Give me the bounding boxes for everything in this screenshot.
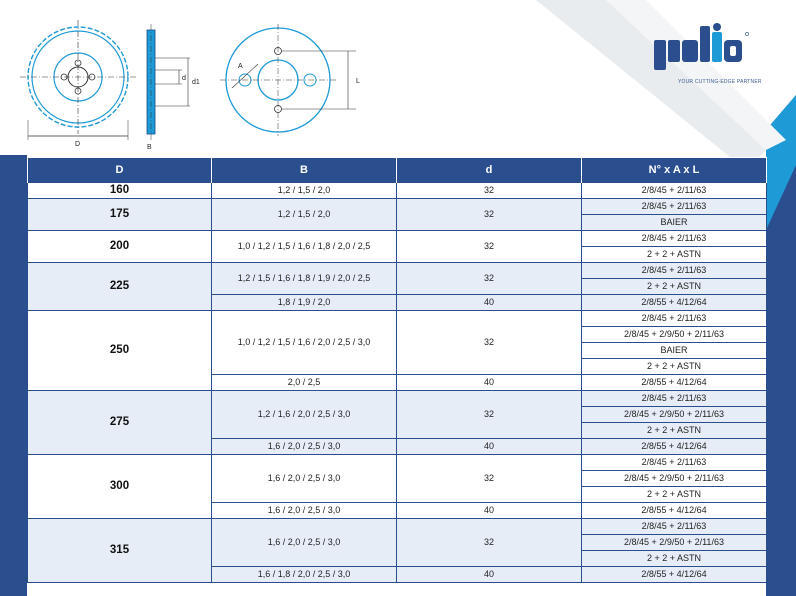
cell-B: 1,0 / 1,2 / 1,5 / 1,6 / 1,8 / 2,0 / 2,5: [212, 231, 397, 263]
dim-D-label: D: [75, 141, 81, 148]
table-row: [28, 231, 767, 247]
cell-B: 1,6 / 2,0 / 2,5 / 3,0: [212, 439, 397, 455]
table-row: [28, 263, 767, 279]
cell-B: 1,2 / 1,5 / 1,6 / 1,8 / 1,9 / 2,0 / 2,5: [212, 263, 397, 295]
cell-d: 32: [397, 519, 582, 567]
cell-holes: 2/8/45 + 2/11/63: [582, 231, 767, 247]
cell-holes: 2 + 2 + ASTN: [582, 487, 767, 503]
cell-holes: 2/8/45 + 2/11/63: [582, 263, 767, 279]
table-row: [28, 391, 767, 407]
dim-A-label: A: [238, 63, 243, 70]
cell-D: 160: [28, 183, 212, 199]
header-B: B: [212, 158, 397, 183]
cell-holes: 2 + 2 + ASTN: [582, 247, 767, 263]
cell-holes: 2/8/45 + 2/9/50 + 2/11/63: [582, 471, 767, 487]
cell-holes: 2 + 2 + ASTN: [582, 279, 767, 295]
cell-d: 40: [397, 439, 582, 455]
cell-d: 32: [397, 183, 582, 199]
cell-B: 1,6 / 2,0 / 2,5 / 3,0: [212, 503, 397, 519]
cell-d: 40: [397, 295, 582, 311]
cell-holes: 2/8/55 + 4/12/64: [582, 375, 767, 391]
cell-D: 300: [28, 455, 212, 519]
cell-D: 225: [28, 263, 212, 311]
cell-holes: 2/8/45 + 2/11/63: [582, 199, 767, 215]
cell-B: 1,2 / 1,5 / 2,0: [212, 183, 397, 199]
julia-logo-mark: [648, 22, 776, 78]
dim-L-label: L: [356, 78, 360, 85]
cell-B: 2,0 / 2,5: [212, 375, 397, 391]
cell-d: 32: [397, 391, 582, 439]
brand-logo: [648, 22, 776, 92]
cell-D: 200: [28, 231, 212, 263]
cell-B: 1,8 / 1,9 / 2,0: [212, 295, 397, 311]
cell-D: 250: [28, 311, 212, 391]
header-D: D: [28, 158, 212, 183]
cell-D: 315: [28, 519, 212, 583]
cell-holes: 2 + 2 + ASTN: [582, 423, 767, 439]
cell-holes: 2/8/45 + 2/11/63: [582, 455, 767, 471]
cell-holes: 2/8/45 + 2/9/50 + 2/11/63: [582, 535, 767, 551]
cell-holes: 2/8/45 + 2/11/63: [582, 183, 767, 199]
table-row: [28, 519, 767, 535]
cell-B: 1,0 / 1,2 / 1,5 / 1,6 / 2,0 / 2,5 / 3,0: [212, 311, 397, 375]
cell-holes: BAIER: [582, 215, 767, 231]
cell-holes: 2/8/55 + 4/12/64: [582, 295, 767, 311]
blade-drawings: [20, 20, 380, 155]
cell-holes: 2/8/45 + 2/11/63: [582, 519, 767, 535]
cell-d: 32: [397, 231, 582, 263]
cell-B: 1,6 / 1,8 / 2,0 / 2,5 / 3,0: [212, 567, 397, 583]
cell-holes: 2/8/55 + 4/12/64: [582, 439, 767, 455]
cell-holes: 2/8/45 + 2/9/50 + 2/11/63: [582, 407, 767, 423]
saw-blade-side-view: [147, 24, 200, 151]
dim-d1-label: d1: [192, 79, 200, 86]
dim-d-label: d: [182, 75, 186, 82]
table-row: [28, 455, 767, 471]
cell-holes: 2 + 2 + ASTN: [582, 359, 767, 375]
cell-B: 1,6 / 2,0 / 2,5 / 3,0: [212, 455, 397, 503]
header-d: d: [397, 158, 582, 183]
header-holes: N° x A x L: [582, 158, 767, 183]
cell-B: 1,2 / 1,5 / 2,0: [212, 199, 397, 231]
cell-holes: 2/8/45 + 2/11/63: [582, 391, 767, 407]
table-row: [28, 183, 767, 199]
cell-d: 32: [397, 263, 582, 295]
table-header-row: [28, 158, 767, 183]
cell-d: 40: [397, 503, 582, 519]
saw-blade-front-view: [20, 20, 136, 148]
hole-pattern-view: [220, 24, 360, 136]
cell-d: 32: [397, 311, 582, 375]
brand-slogan: YOUR CUTTING-EDGE PARTNER: [678, 79, 762, 85]
dim-B-label: B: [147, 144, 152, 151]
cell-holes: 2 + 2 + ASTN: [582, 551, 767, 567]
specification-table: [27, 157, 767, 583]
cell-holes: 2/8/45 + 2/11/63: [582, 311, 767, 327]
cell-D: 175: [28, 199, 212, 231]
cell-holes: 2/8/45 + 2/9/50 + 2/11/63: [582, 327, 767, 343]
cell-holes: 2/8/55 + 4/12/64: [582, 503, 767, 519]
table-row: [28, 311, 767, 327]
cell-d: 40: [397, 375, 582, 391]
cell-D: 275: [28, 391, 212, 455]
cell-B: 1,6 / 2,0 / 2,5 / 3,0: [212, 519, 397, 567]
cell-d: 32: [397, 455, 582, 503]
cell-B: 1,2 / 1,6 / 2,0 / 2,5 / 3,0: [212, 391, 397, 439]
table-row: [28, 199, 767, 215]
table-body: [28, 183, 767, 583]
cell-holes: 2/8/55 + 4/12/64: [582, 567, 767, 583]
cell-holes: BAIER: [582, 343, 767, 359]
left-band: [0, 155, 27, 596]
cell-d: 32: [397, 199, 582, 231]
cell-d: 40: [397, 567, 582, 583]
